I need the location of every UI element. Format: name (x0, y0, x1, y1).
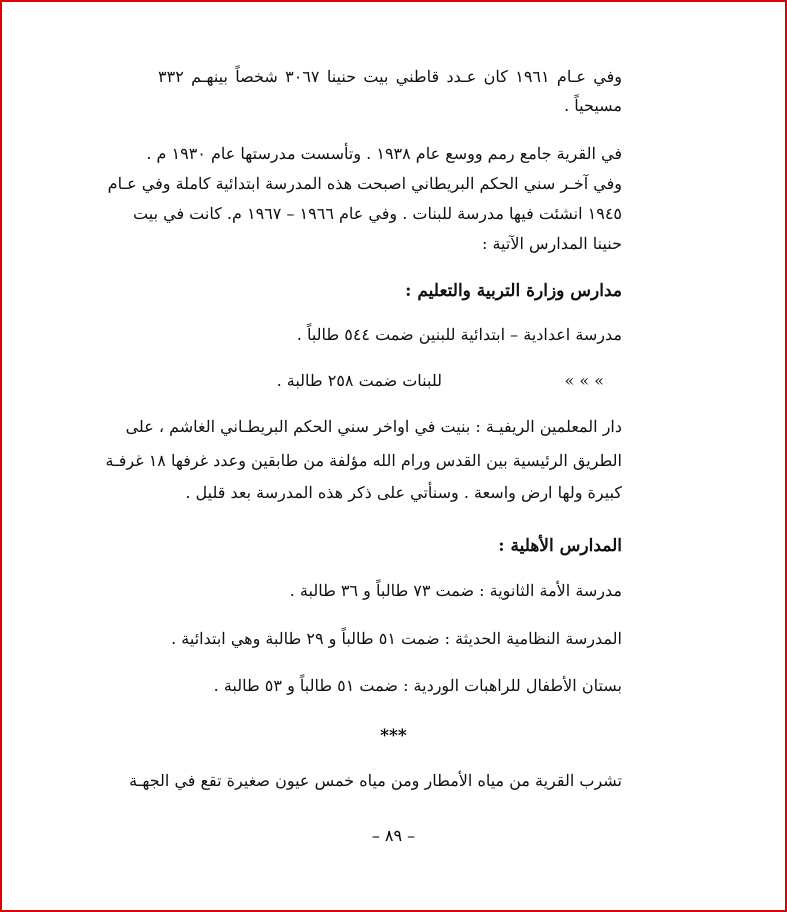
private-school-item-2: المدرسة النظامية الحديثة : ضمت ٥١ طالباً و ٢٩ طالبة وهي ابتدائية . (171, 629, 622, 648)
paragraph-2-line-1: في القرية جامع رمم ووسع عام ١٩٣٨ . وتأسست مدرستها عام ١٩٣٠ م . (146, 144, 622, 163)
section-separator: *** (380, 726, 407, 746)
final-paragraph-line: تشرب القرية من مياه الأمطار ومن مياه خمس عيون صغيرة تقع في الجهـة (129, 771, 622, 790)
ministry-school-item-1: مدرسة اعدادية – ابتدائية للبنين ضمت ٥٤٤ طالباً . (296, 325, 622, 344)
page-number: – ٨٩ – (371, 826, 416, 845)
paragraph-3-line-1: دار المعلمين الريفيـة : بنيت في اواخر سني الحكم البريطـاني الغاشم ، على (125, 417, 622, 436)
paragraph-2-line-4: حنينا المدارس الآتية : (482, 234, 622, 253)
ministry-school-item-2: للبنات ضمت ٢٥٨ طالبة . (276, 371, 442, 390)
paragraph-1-line-1: وفي عـام ١٩٦١ كان عـدد قاطني بيت حنينا ٣٠٦٧ شخصاً بينهـم ٣٣٢ (158, 67, 623, 86)
paragraph-2-line-3: ١٩٤٥ انشئت فيها مدرسة للبنات . وفي عام ١٩٦٦ – ١٩٦٧ م. كانت في بيت (133, 204, 622, 223)
ministry-school-item-2-ditto-marks: » » » (564, 371, 604, 390)
heading-ministry-schools: مدارس وزارة التربية والتعليم : (405, 281, 622, 301)
heading-private-schools: المدارس الأهلية : (498, 536, 622, 556)
paragraph-3-line-3: كبيرة ولها ارض واسعة . وسنأتي على ذكر هذه المدرسة بعد قليل . (185, 483, 622, 502)
paragraph-2-line-2: وفي آخـر سني الحكم البريطاني اصبحت هذه المدرسة ابتدائية كاملة وفي عـام (107, 174, 622, 193)
private-school-item-1: مدرسة الأمة الثانوية : ضمت ٧٣ طالباً و ٣٦ طالبة . (289, 581, 622, 600)
paragraph-3-line-2: الطريق الرئيسية بين القدس ورام الله مؤلفة من طابقين وعدد غرفها ١٨ غرفـة (105, 451, 622, 470)
private-school-item-3: بستان الأطفال للراهبات الوردية : ضمت ٥١ طالباً و ٥٣ طالبة . (213, 676, 622, 695)
paragraph-1-line-2: مسيحياً . (564, 96, 622, 115)
